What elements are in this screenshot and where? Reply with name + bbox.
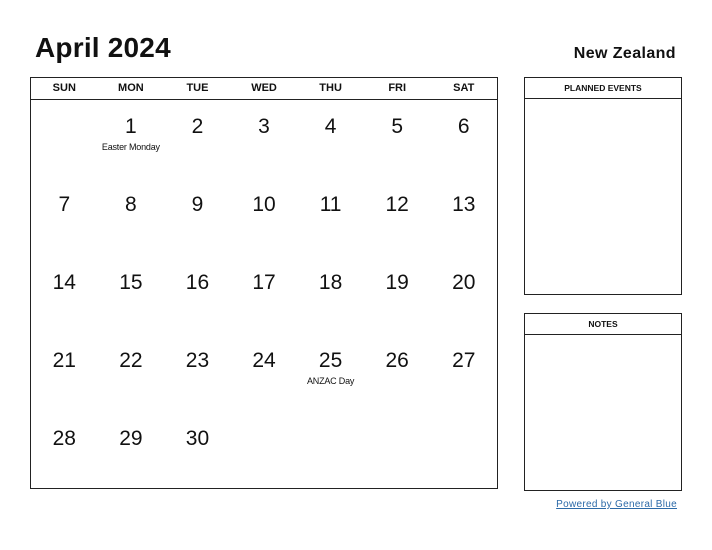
day-cell bbox=[364, 334, 431, 412]
day-cell bbox=[31, 256, 98, 334]
day-cell bbox=[31, 178, 98, 256]
day-cell bbox=[231, 334, 298, 412]
weekday-header bbox=[31, 78, 497, 100]
day-number: 6 bbox=[457, 115, 470, 138]
day-number: 12 bbox=[385, 193, 409, 216]
day-cell bbox=[430, 100, 497, 178]
day-cell bbox=[98, 334, 165, 412]
day-number: 24 bbox=[252, 349, 276, 372]
weekday-label: SAT bbox=[453, 82, 475, 94]
day-cell bbox=[430, 334, 497, 412]
calendar-week-row bbox=[31, 100, 497, 178]
day-number: 3 bbox=[258, 115, 270, 138]
country-label: New Zealand bbox=[573, 45, 676, 62]
weekday-label: THU bbox=[319, 82, 342, 94]
calendar-week-row bbox=[31, 178, 497, 256]
day-cell bbox=[231, 178, 298, 256]
calendar-week-row bbox=[31, 256, 497, 334]
day-cell bbox=[364, 100, 431, 178]
day-number: 25 bbox=[318, 349, 343, 372]
day-number: 8 bbox=[125, 193, 137, 216]
day-number: 17 bbox=[252, 271, 276, 294]
day-number: 26 bbox=[385, 349, 409, 372]
notes-title: NOTES bbox=[525, 314, 681, 335]
day-number: 15 bbox=[119, 271, 143, 294]
day-cell bbox=[164, 334, 231, 412]
planned-events-title: PLANNED EVENTS bbox=[525, 78, 681, 99]
weekday-label: MON bbox=[118, 82, 144, 94]
weekday-label: WED bbox=[251, 82, 277, 94]
weekday-label: TUE bbox=[186, 82, 209, 94]
day-number: 16 bbox=[185, 271, 210, 294]
calendar-week-row bbox=[31, 412, 497, 490]
day-cell bbox=[164, 256, 231, 334]
day-cell bbox=[98, 178, 165, 256]
day-number: 18 bbox=[318, 271, 343, 294]
day-number: 21 bbox=[52, 349, 76, 372]
day-number: 20 bbox=[452, 271, 476, 294]
day-number: 4 bbox=[324, 115, 337, 138]
day-cell bbox=[297, 412, 364, 490]
day-cell bbox=[98, 100, 165, 178]
day-number: 28 bbox=[52, 427, 76, 450]
day-cell bbox=[231, 412, 298, 490]
day-number: 2 bbox=[191, 115, 204, 138]
powered-by-link[interactable]: Powered by General Blue bbox=[556, 499, 677, 510]
day-cell bbox=[364, 178, 431, 256]
day-cell bbox=[297, 100, 364, 178]
day-cell bbox=[164, 100, 231, 178]
day-number: 5 bbox=[391, 115, 404, 138]
day-number: 10 bbox=[252, 193, 276, 216]
day-cell bbox=[297, 334, 364, 412]
day-cell bbox=[430, 256, 497, 334]
day-cell bbox=[297, 178, 364, 256]
day-number: 27 bbox=[452, 349, 476, 372]
day-cell bbox=[364, 412, 431, 490]
holiday-label: Easter Monday bbox=[101, 142, 160, 152]
day-number: 30 bbox=[185, 427, 210, 450]
day-number: 23 bbox=[185, 349, 210, 372]
planned-events-panel bbox=[524, 77, 682, 295]
notes-panel bbox=[524, 313, 682, 491]
day-cell bbox=[31, 100, 98, 178]
day-number: 1 bbox=[125, 115, 137, 138]
day-cell bbox=[297, 256, 364, 334]
day-cell bbox=[31, 334, 98, 412]
day-number: 19 bbox=[385, 271, 409, 294]
day-cell bbox=[164, 412, 231, 490]
day-number: 13 bbox=[452, 193, 476, 216]
calendar-week-row bbox=[31, 334, 497, 412]
day-number: 29 bbox=[119, 427, 143, 450]
day-cell bbox=[98, 256, 165, 334]
calendar-grid bbox=[30, 77, 498, 489]
weekday-label: FRI bbox=[388, 82, 407, 94]
day-cell bbox=[430, 178, 497, 256]
day-number: 22 bbox=[119, 349, 143, 372]
holiday-label: ANZAC Day bbox=[306, 376, 355, 386]
day-number: 9 bbox=[191, 193, 204, 216]
day-number: 7 bbox=[58, 193, 71, 216]
day-cell bbox=[430, 412, 497, 490]
day-cell bbox=[98, 412, 165, 490]
weekday-label: SUN bbox=[52, 82, 76, 94]
day-cell bbox=[231, 100, 298, 178]
day-number: 14 bbox=[52, 271, 76, 294]
day-cell bbox=[31, 412, 98, 490]
day-cell bbox=[364, 256, 431, 334]
day-cell bbox=[231, 256, 298, 334]
day-number: 11 bbox=[319, 193, 342, 216]
calendar-weeks bbox=[31, 100, 497, 490]
page-title: April 2024 bbox=[35, 32, 171, 63]
day-cell bbox=[164, 178, 231, 256]
